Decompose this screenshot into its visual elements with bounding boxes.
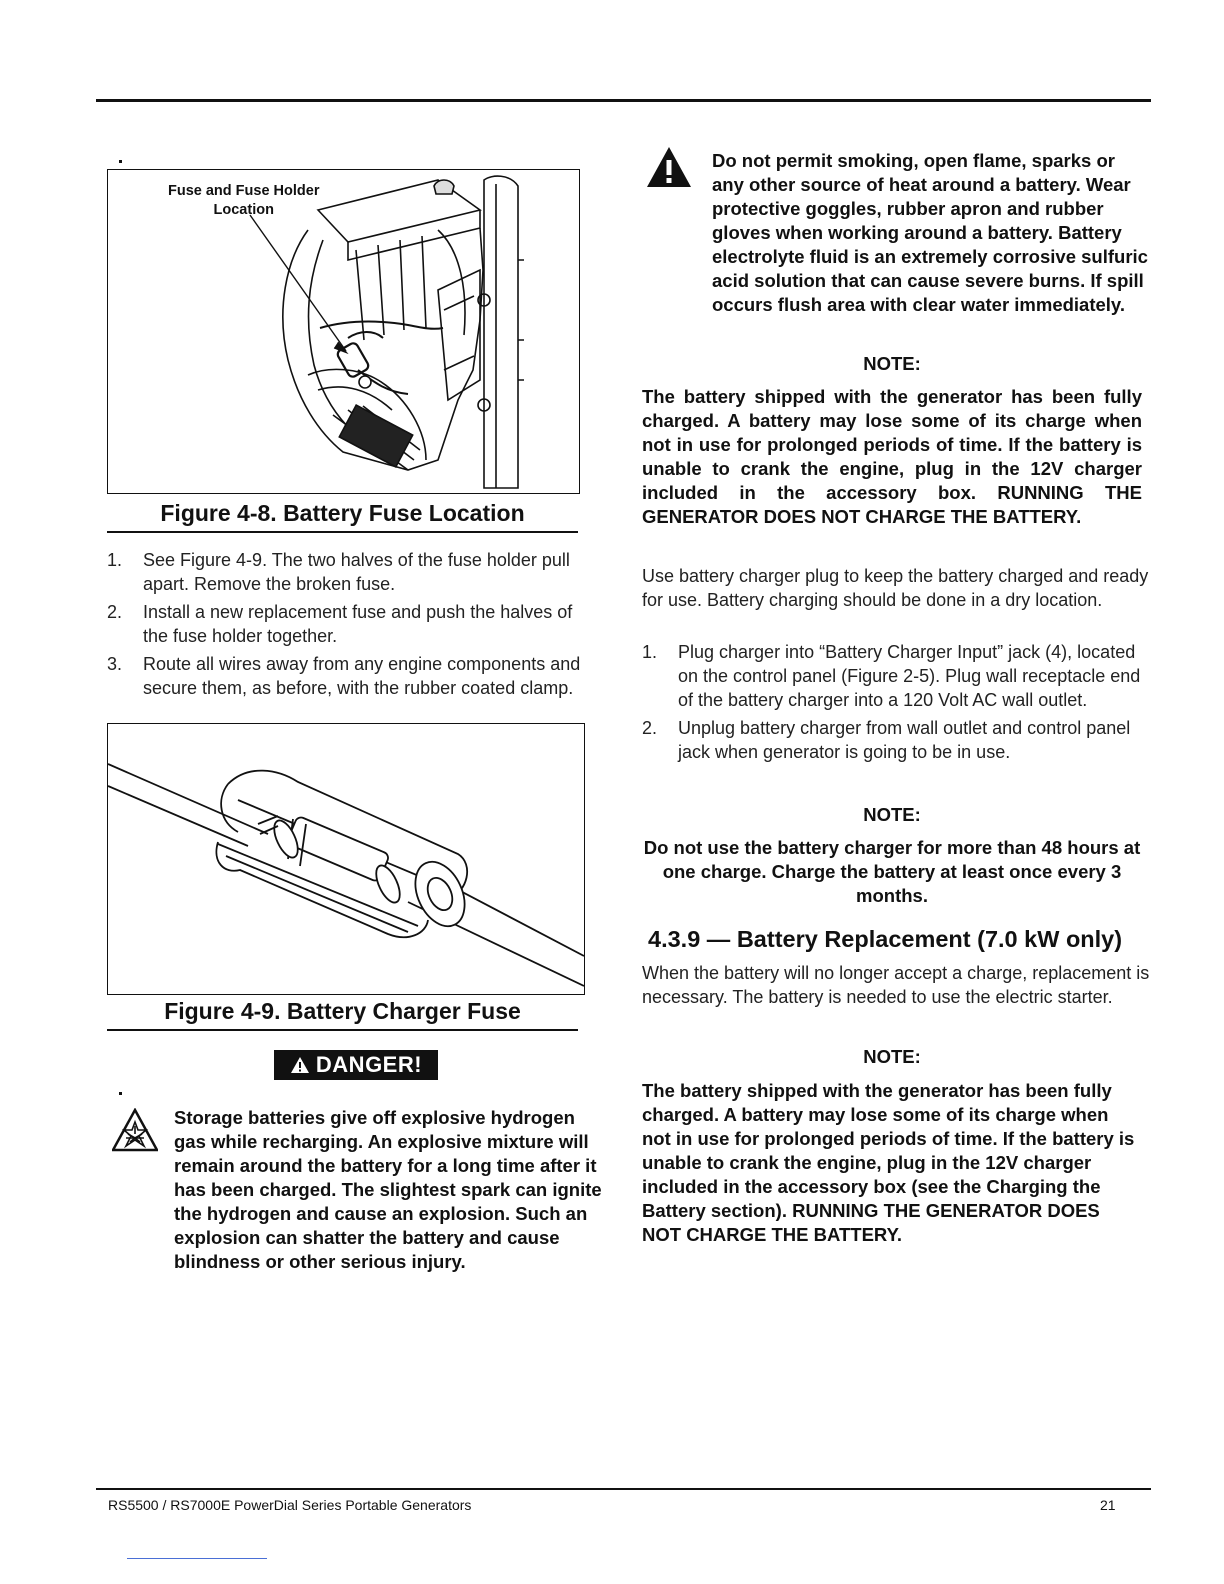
fuse-replacement-steps [107, 548, 597, 704]
figure-4-9-image [107, 723, 585, 995]
note-3-label: NOTE: [863, 1046, 921, 1067]
footer-title: RS5500 / RS7000E PowerDial Series Portable Generators [108, 1497, 472, 1513]
note-3-text: The battery shipped with the generator has been fully charged. A battery may lose some of its charge when not in use for prolonged periods of time. If the battery is unable to crank the engine, plug in the 12V charger included in the accessory box (see the Charging the Battery section). RUNNING THE GENERATOR DOES NOT CHARGE THE BATTERY. [642, 1080, 1135, 1245]
figure-4-8-image [107, 169, 580, 494]
callout-line-1: Fuse and Fuse Holder [168, 183, 320, 199]
stray-dot [119, 160, 122, 163]
list-item: 2. Install a new replacement fuse and push the halves of the fuse holder together. [107, 602, 573, 646]
note-2-text: Do not use the battery charger for more than 48 hours at one charge. Charge the battery at least once every 3 months. [643, 837, 1141, 906]
warning-triangle-icon [646, 145, 692, 189]
danger-text: Storage batteries give off explosive hydrogen gas while recharging. An explosive mixture will remain around the battery for a long time after it has been charged. The slightest spark can ignite the hydrogen and cause an explosion. Such an explosion can shatter the battery and cause blindness or other serious injury. [174, 1107, 602, 1272]
figure-4-8-callout [168, 182, 319, 220]
footer-rule [96, 1488, 1151, 1490]
note-2-label: NOTE: [863, 804, 921, 825]
warning-triangle-icon [290, 1056, 310, 1074]
stray-dot [119, 1092, 122, 1095]
explosion-hazard-icon [112, 1108, 158, 1152]
charger-steps [642, 640, 1142, 768]
list-item: 1. See Figure 4-9. The two halves of the fuse holder pull apart. Remove the broken fuse. [107, 550, 570, 594]
footer-link-underline [127, 1558, 267, 1559]
header-rule [96, 99, 1151, 102]
list-item: 1. Plug charger into “Battery Charger Input” jack (4), located on the control panel (Figure 2-5). Plug wall receptacle end of the battery charger into a 120 Volt AC wall outlet. [642, 642, 1141, 710]
note-1-text: The battery shipped with the generator has been fully charged. A battery may lose some of its charge when not in use for prolonged periods of time. If the battery is unable to crank the engine, plug in the 12V charger included in the accessory box. RUNNING THE GENERATOR DOES NOT CHARGE THE BATTERY. [642, 386, 1142, 527]
charger-intro: Use battery charger plug to keep the battery charged and ready for use. Battery charging should be done in a dry location. [642, 566, 1149, 610]
section-heading: 4.3.9 — Battery Replacement (7.0 kW only) [648, 926, 1123, 952]
page-number: 21 [1100, 1497, 1116, 1513]
figure-4-8-caption: Figure 4-8. Battery Fuse Location [107, 500, 578, 533]
danger-label: DANGER! [315, 1052, 423, 1077]
note-1-label: NOTE: [863, 353, 921, 374]
section-text: When the battery will no longer accept a charge, replacement is necessary. The battery is needed to use the electric starter. [642, 963, 1150, 1007]
callout-line-2: Location [213, 202, 274, 218]
list-item: 3. Route all wires away from any engine components and secure them, as before, with the rubber coated clamp. [107, 654, 581, 698]
danger-badge [274, 1050, 438, 1080]
warning-text: Do not permit smoking, open flame, sparks or any other source of heat around a battery. Wear protective goggles, rubber apron and rubber gloves when working around a battery. Battery electrolyte fluid is an extremely corrosive sulfuric acid solution that can cause severe burns. If spill occurs flush area with clear water immediately. [712, 150, 1148, 315]
list-item: 2. Unplug battery charger from wall outlet and control panel jack when generator is going to be in use. [642, 718, 1131, 762]
figure-4-9-caption: Figure 4-9. Battery Charger Fuse [107, 998, 578, 1031]
fuse-holder-illustration [108, 724, 584, 994]
